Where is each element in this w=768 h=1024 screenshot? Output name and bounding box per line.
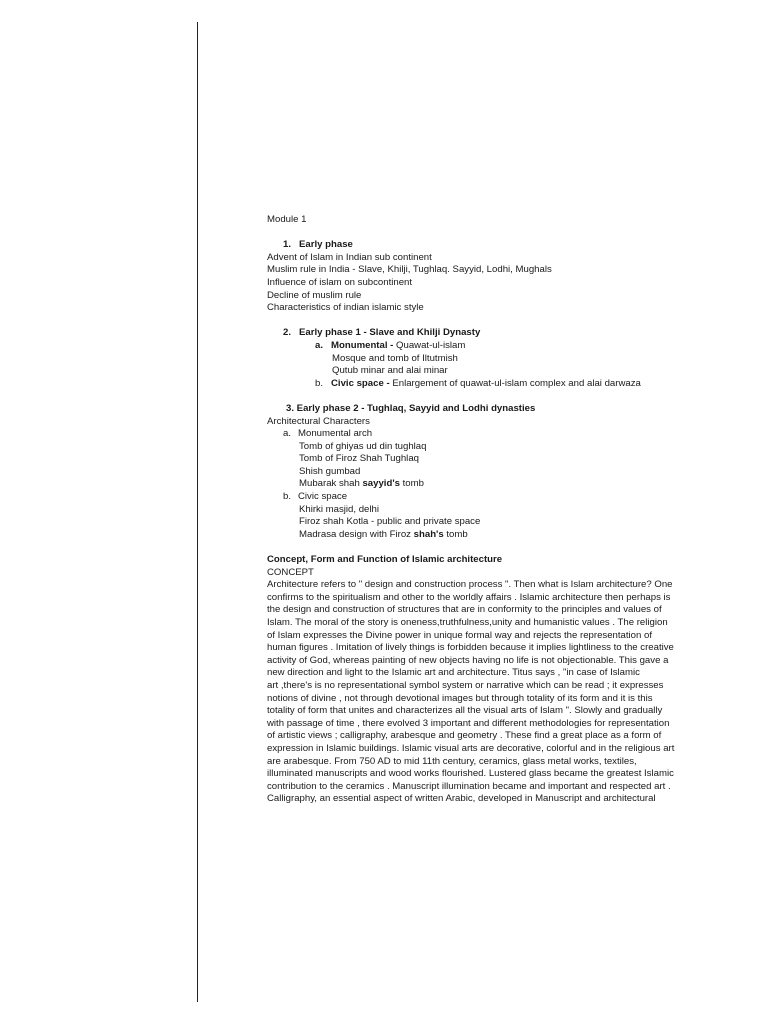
item-marker: b.: [315, 377, 324, 389]
item-label: Civic space -: [331, 377, 390, 389]
section3-a-subitem: Tomb of ghiyas ud din tughlaq: [299, 440, 427, 452]
paragraph-line: totality of form that unites and characterizes all the visual arts of Islam ". Slowly and gradually: [267, 705, 663, 717]
concept-paragraph: [267, 579, 675, 806]
section2-number: 2.: [283, 327, 292, 339]
paragraph-line: notions of divine , not through devotional images but through totality of its form and it is this: [267, 692, 653, 704]
section3-b-subitem: [267, 529, 667, 542]
section1-line: Muslim rule in India - Slave, Khilji, Tughlaq. Sayyid, Lodhi, Mughals: [267, 264, 552, 276]
paragraph-line: the design and construction of structures that are in conformity to the principles and values of: [267, 604, 662, 616]
section1-title: Early phase: [299, 239, 353, 251]
paragraph-line: confirms to the spiritualism and other to the worldly affairs . Islamic architecture then perhaps is: [267, 591, 671, 603]
module-title: Module 1: [267, 214, 307, 225]
section2-heading: [267, 327, 667, 340]
concept-heading: Concept, Form and Function of Islamic architecture: [267, 554, 503, 566]
text-fragment-bold: sayyid's: [362, 478, 400, 490]
item-text: Quawat-ul-islam: [396, 339, 466, 351]
item-marker: a.: [283, 428, 292, 440]
concept-label: CONCEPT: [267, 566, 314, 578]
text-fragment-bold: shah's: [413, 528, 444, 540]
text-fragment: tomb: [402, 478, 424, 490]
section2-a-subitem: Mosque and tomb of Iltutmish: [332, 352, 458, 364]
paragraph-line: Islam. The moral of the story is oneness,truthfulness,unity and humanistic values . The religion: [267, 617, 668, 628]
spacer: [267, 541, 667, 554]
spacer: [267, 390, 667, 403]
section3-item-b: [267, 491, 667, 504]
section2-title: Early phase 1 - Slave and Khilji Dynasty: [299, 327, 481, 339]
section2-a-subitem: Qutub minar and alai minar: [332, 365, 448, 377]
paragraph-line: contribution to the ceramics . Manuscript illumination became and important and respected art .: [267, 780, 671, 792]
section3-heading: 3. Early phase 2 - Tughlaq, Sayyid and Lodhi dynasties: [286, 402, 536, 414]
section3-a-subitem: Tomb of Firoz Shah Tughlaq: [299, 453, 419, 465]
section3-a-subitem: [267, 478, 667, 491]
document-page: [267, 214, 675, 806]
section3-item-a: [267, 428, 667, 441]
item-marker: a.: [315, 339, 324, 351]
section1-line: Influence of islam on subcontinent: [267, 276, 413, 288]
text-fragment: Madrasa design with Firoz: [299, 528, 411, 540]
item-label: Monumental -: [331, 339, 394, 351]
item-label: Civic space: [298, 491, 348, 503]
section3-a-subitem: Shish gumbad: [299, 465, 361, 477]
paragraph-line: of Islam expresses the Divine power in unique formal way and rejects the representation of: [267, 629, 653, 641]
paragraph-line: are arabesque. From 750 AD to mid 11th century, ceramics, glass metal works, textiles,: [267, 755, 637, 767]
paragraph-line: Architecture refers to " design and construction process ". Then what is Islam architecture? One: [267, 579, 673, 591]
section1-line: Characteristics of indian islamic style: [267, 302, 424, 314]
text-fragment: tomb: [446, 528, 468, 540]
spacer: [267, 315, 667, 328]
section1-line: Decline of muslim rule: [267, 289, 362, 301]
paragraph-line: art ,there's is no representational symbol system or narrative which can be read ; it expresses: [267, 679, 664, 691]
section2-item-a: [267, 340, 667, 353]
paragraph-line: expression in Islamic buildings. Islamic visual arts are decorative, colorful and in the religious art: [267, 742, 675, 754]
paragraph-line: activity of God, whereas painting of new objects having no life is not objectionable. This gave a: [267, 654, 669, 666]
item-marker: b.: [283, 491, 292, 503]
section2-item-b: [267, 378, 667, 391]
section3-b-subitem: Firoz shah Kotla - public and private space: [299, 516, 481, 528]
page-margin-line: [197, 22, 198, 1002]
item-label: Monumental arch: [298, 428, 373, 440]
item-text: Enlargement of quawat-ul-islam complex and alai darwaza: [392, 377, 641, 389]
paragraph-line: illuminated manuscripts and wood works flourished. Lustered glass became the greatest Islamic: [267, 768, 674, 780]
section3-b-subitem: Khirki masjid, delhi: [299, 503, 379, 515]
text-fragment: Mubarak shah: [299, 478, 360, 490]
paragraph-line: new direction and light to the Islamic art and architecture. Titus says , "in case of Islamic: [267, 667, 640, 679]
section1-number: 1.: [283, 239, 292, 251]
paragraph-line: of artistic views ; calligraphy, arabesque and geometry . These find a great place as a form of: [267, 730, 662, 742]
paragraph-line: with passage of time , there evolved 3 important and different methodologies for representation: [267, 717, 670, 729]
spacer: [267, 227, 667, 240]
paragraph-line: human figures . Imitation of lively things is forbidden because it implies lightliness to the creative: [267, 642, 674, 654]
section3-subheading: Architectural Characters: [267, 415, 370, 427]
paragraph-line: Calligraphy, an essential aspect of written Arabic, developed in Manuscript and architectural: [267, 793, 656, 805]
section1-heading: [267, 239, 667, 252]
section1-line: Advent of Islam in Indian sub continent: [267, 251, 432, 263]
